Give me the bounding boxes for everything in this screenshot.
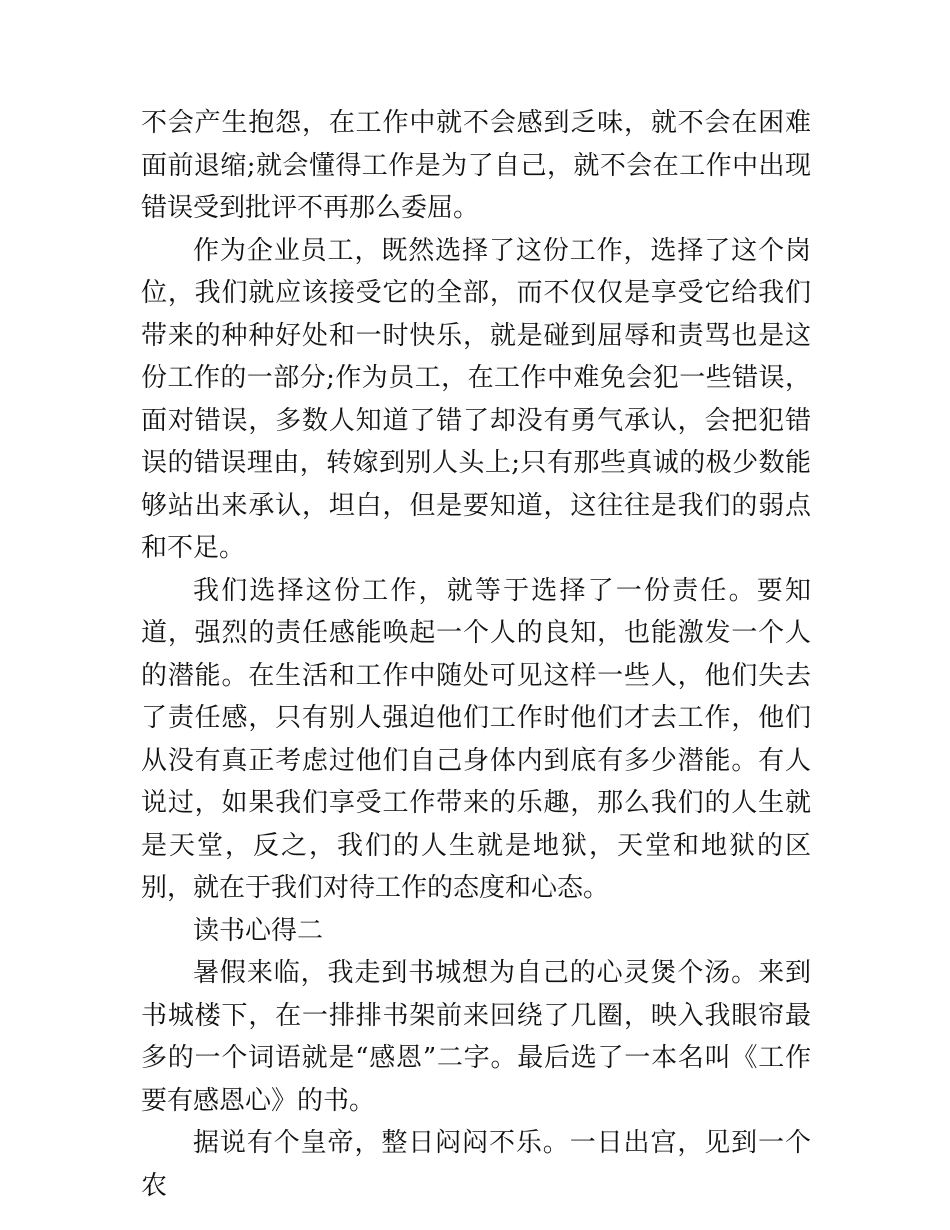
paragraph-1: 不会产生抱怨，在工作中就不会感到乏味，就不会在困难面前退缩;就会懂得工作是为了自己，就不会在工作中出现错误受到批评不再那么委屈。: [141, 108, 811, 223]
paragraph-4: 暑假来临，我走到书城想为自己的心灵煲个汤。来到书城楼下，在一排排书架前来回绕了几圈，映入我眼帘最多的一个词语就是“感恩”二字。最后选了一本名叫《工作要有感恩心》的书。: [141, 958, 811, 1116]
document-body: [141, 102, 811, 1207]
paragraph-5: 据说有个皇帝，整日闷闷不乐。一日出宫，见到一个农: [141, 1128, 811, 1201]
section-title: 读书心得二: [193, 915, 324, 946]
paragraph-3: 我们选择这份工作，就等于选择了一份责任。要知道，强烈的责任感能唤起一个人的良知，也能激发一个人的潜能。在生活和工作中随处可见这样一些人，他们失去了责任感，只有别人强迫他们工作时他们才去工作，他们从没有真正考虑过他们自己身体内到底有多少潜能。有人说过，如果我们享受工作带来的乐趣，那么我们的人生就是天堂，反之，我们的人生就是地狱，天堂和地狱的区别，就在于我们对待工作的态度和心态。: [141, 575, 811, 903]
paragraph-2: 作为企业员工，既然选择了这份工作，选择了这个岗位，我们就应该接受它的全部，而不仅仅是享受它给我们带来的种种好处和一时快乐，就是碰到屈辱和责骂也是这份工作的一部分;作为员工，在工作中难免会犯一些错误，面对错误，多数人知道了错了却没有勇气承认，会把犯错误的错误理由，转嫁到别人头上;只有那些真诚的极少数能够站出来承认，坦白，但是要知道，这往往是我们的弱点和不足。: [141, 235, 811, 563]
